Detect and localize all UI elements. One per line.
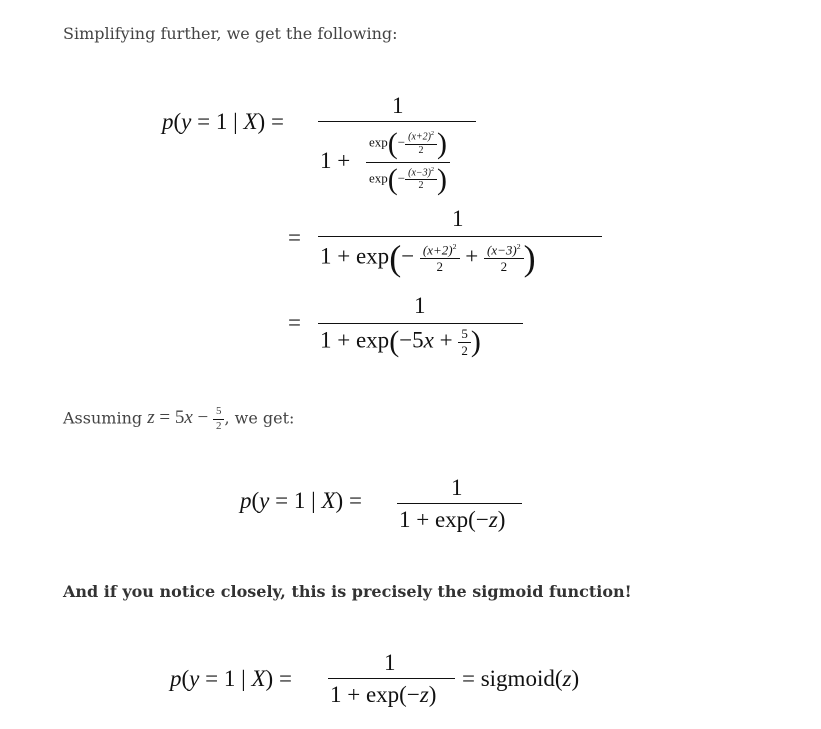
math-token: ) = xyxy=(257,109,284,134)
math-token: X xyxy=(251,666,266,691)
math-token: p xyxy=(240,488,252,513)
math-token: 1 + exp(− xyxy=(330,682,420,707)
math-token: − xyxy=(397,134,406,150)
equation-4-numerator: 1 xyxy=(451,475,463,500)
math-token: − xyxy=(397,170,406,186)
equation-3-numerator: 1 xyxy=(414,293,426,318)
equation-1-inner-fraction xyxy=(366,128,450,195)
math-token: X xyxy=(321,488,336,513)
fraction-bar xyxy=(328,678,455,679)
math-token: ( xyxy=(389,238,402,278)
equals-sign: = xyxy=(288,225,301,250)
equation-5-lhs xyxy=(170,667,292,690)
math-token: z xyxy=(419,682,429,707)
fraction-bar xyxy=(397,503,522,504)
math-token: 5 xyxy=(458,327,471,343)
math-token: y xyxy=(181,109,192,134)
math-token: −5 xyxy=(399,327,424,353)
math-token: (x+2) xyxy=(408,131,431,143)
math-token: ) xyxy=(428,682,437,707)
equation-4-denominator xyxy=(399,508,505,531)
math-token: 1 + exp xyxy=(320,243,390,269)
sigmoid-remark: And if you notice closely, this is precisely the sigmoid function! xyxy=(63,582,632,601)
math-token: ) xyxy=(436,127,447,160)
math-token: (x−3) xyxy=(487,242,517,258)
equation-1-lhs xyxy=(162,110,284,133)
math-token: x xyxy=(184,407,193,429)
math-token: (x−3) xyxy=(408,166,431,178)
equation-1-numerator: 1 xyxy=(392,93,404,118)
math-token: 2 xyxy=(461,342,468,358)
math-token: ) = xyxy=(335,488,362,513)
math-token: 2 xyxy=(500,258,508,274)
math-token: X xyxy=(243,109,258,134)
math-token: 2 xyxy=(436,258,443,274)
math-token: ( xyxy=(389,325,400,359)
math-token: z xyxy=(147,407,155,429)
fraction-bar xyxy=(318,121,476,122)
math-token: ) xyxy=(523,238,536,278)
math-token: 2 xyxy=(215,419,222,432)
fraction-bar xyxy=(318,236,602,237)
equation-3-denominator xyxy=(320,327,481,357)
math-token: = 1 | xyxy=(269,488,322,513)
math-token: = sigmoid( xyxy=(462,666,563,691)
intro-paragraph: Simplifying further, we get the following: xyxy=(63,24,398,43)
math-token: ) xyxy=(436,162,447,196)
math-token: y xyxy=(259,488,270,513)
math-token: + xyxy=(465,243,479,269)
equation-5-denominator xyxy=(330,683,436,706)
math-token: ) xyxy=(470,325,481,359)
math-token: x xyxy=(423,327,434,353)
math-token: − xyxy=(401,243,415,269)
math-token: 2 xyxy=(452,241,457,251)
math-token: = 1 | xyxy=(191,109,244,134)
math-token: + xyxy=(433,327,459,353)
math-token: ( xyxy=(251,488,260,513)
text-token: , we get: xyxy=(224,408,295,428)
equation-5-numerator: 1 xyxy=(384,650,396,675)
math-token: exp xyxy=(369,170,388,186)
math-token: ( xyxy=(387,162,398,196)
equation-2-denominator xyxy=(320,240,536,276)
assumption-paragraph xyxy=(63,406,294,432)
equation-5-rhs xyxy=(462,667,579,690)
text-token: Assuming xyxy=(63,408,148,428)
math-token: exp xyxy=(369,134,388,150)
math-token: 2 xyxy=(418,180,424,192)
equation-1-den-prefix: 1 + xyxy=(320,148,351,173)
math-token: ( xyxy=(181,666,190,691)
math-token: ) = xyxy=(265,666,292,691)
math-token: = 5 xyxy=(154,407,185,429)
math-token: z xyxy=(562,666,572,691)
equation-4-lhs xyxy=(240,489,362,512)
math-token: 2 xyxy=(516,241,521,251)
math-token: 5 xyxy=(213,406,225,420)
math-token: ) xyxy=(571,666,580,691)
equals-sign: = xyxy=(288,310,301,335)
fraction-bar xyxy=(318,323,523,324)
math-token: ) xyxy=(497,507,506,532)
equation-2-numerator: 1 xyxy=(452,206,464,231)
math-token: (x+2) xyxy=(422,242,453,258)
math-token: ( xyxy=(387,127,398,160)
math-token: 1 + exp xyxy=(320,327,390,353)
math-token: = 1 | xyxy=(199,666,252,691)
math-token: p xyxy=(170,666,182,691)
math-token: 2 xyxy=(418,144,424,156)
math-token: 2 xyxy=(430,131,434,138)
math-token: y xyxy=(189,666,200,691)
math-token: 2 xyxy=(430,166,434,173)
math-token: p xyxy=(162,109,174,134)
math-token: ( xyxy=(173,109,182,134)
math-token: z xyxy=(488,507,498,532)
math-token: 1 + exp(− xyxy=(399,507,489,532)
math-token: − xyxy=(192,407,213,429)
